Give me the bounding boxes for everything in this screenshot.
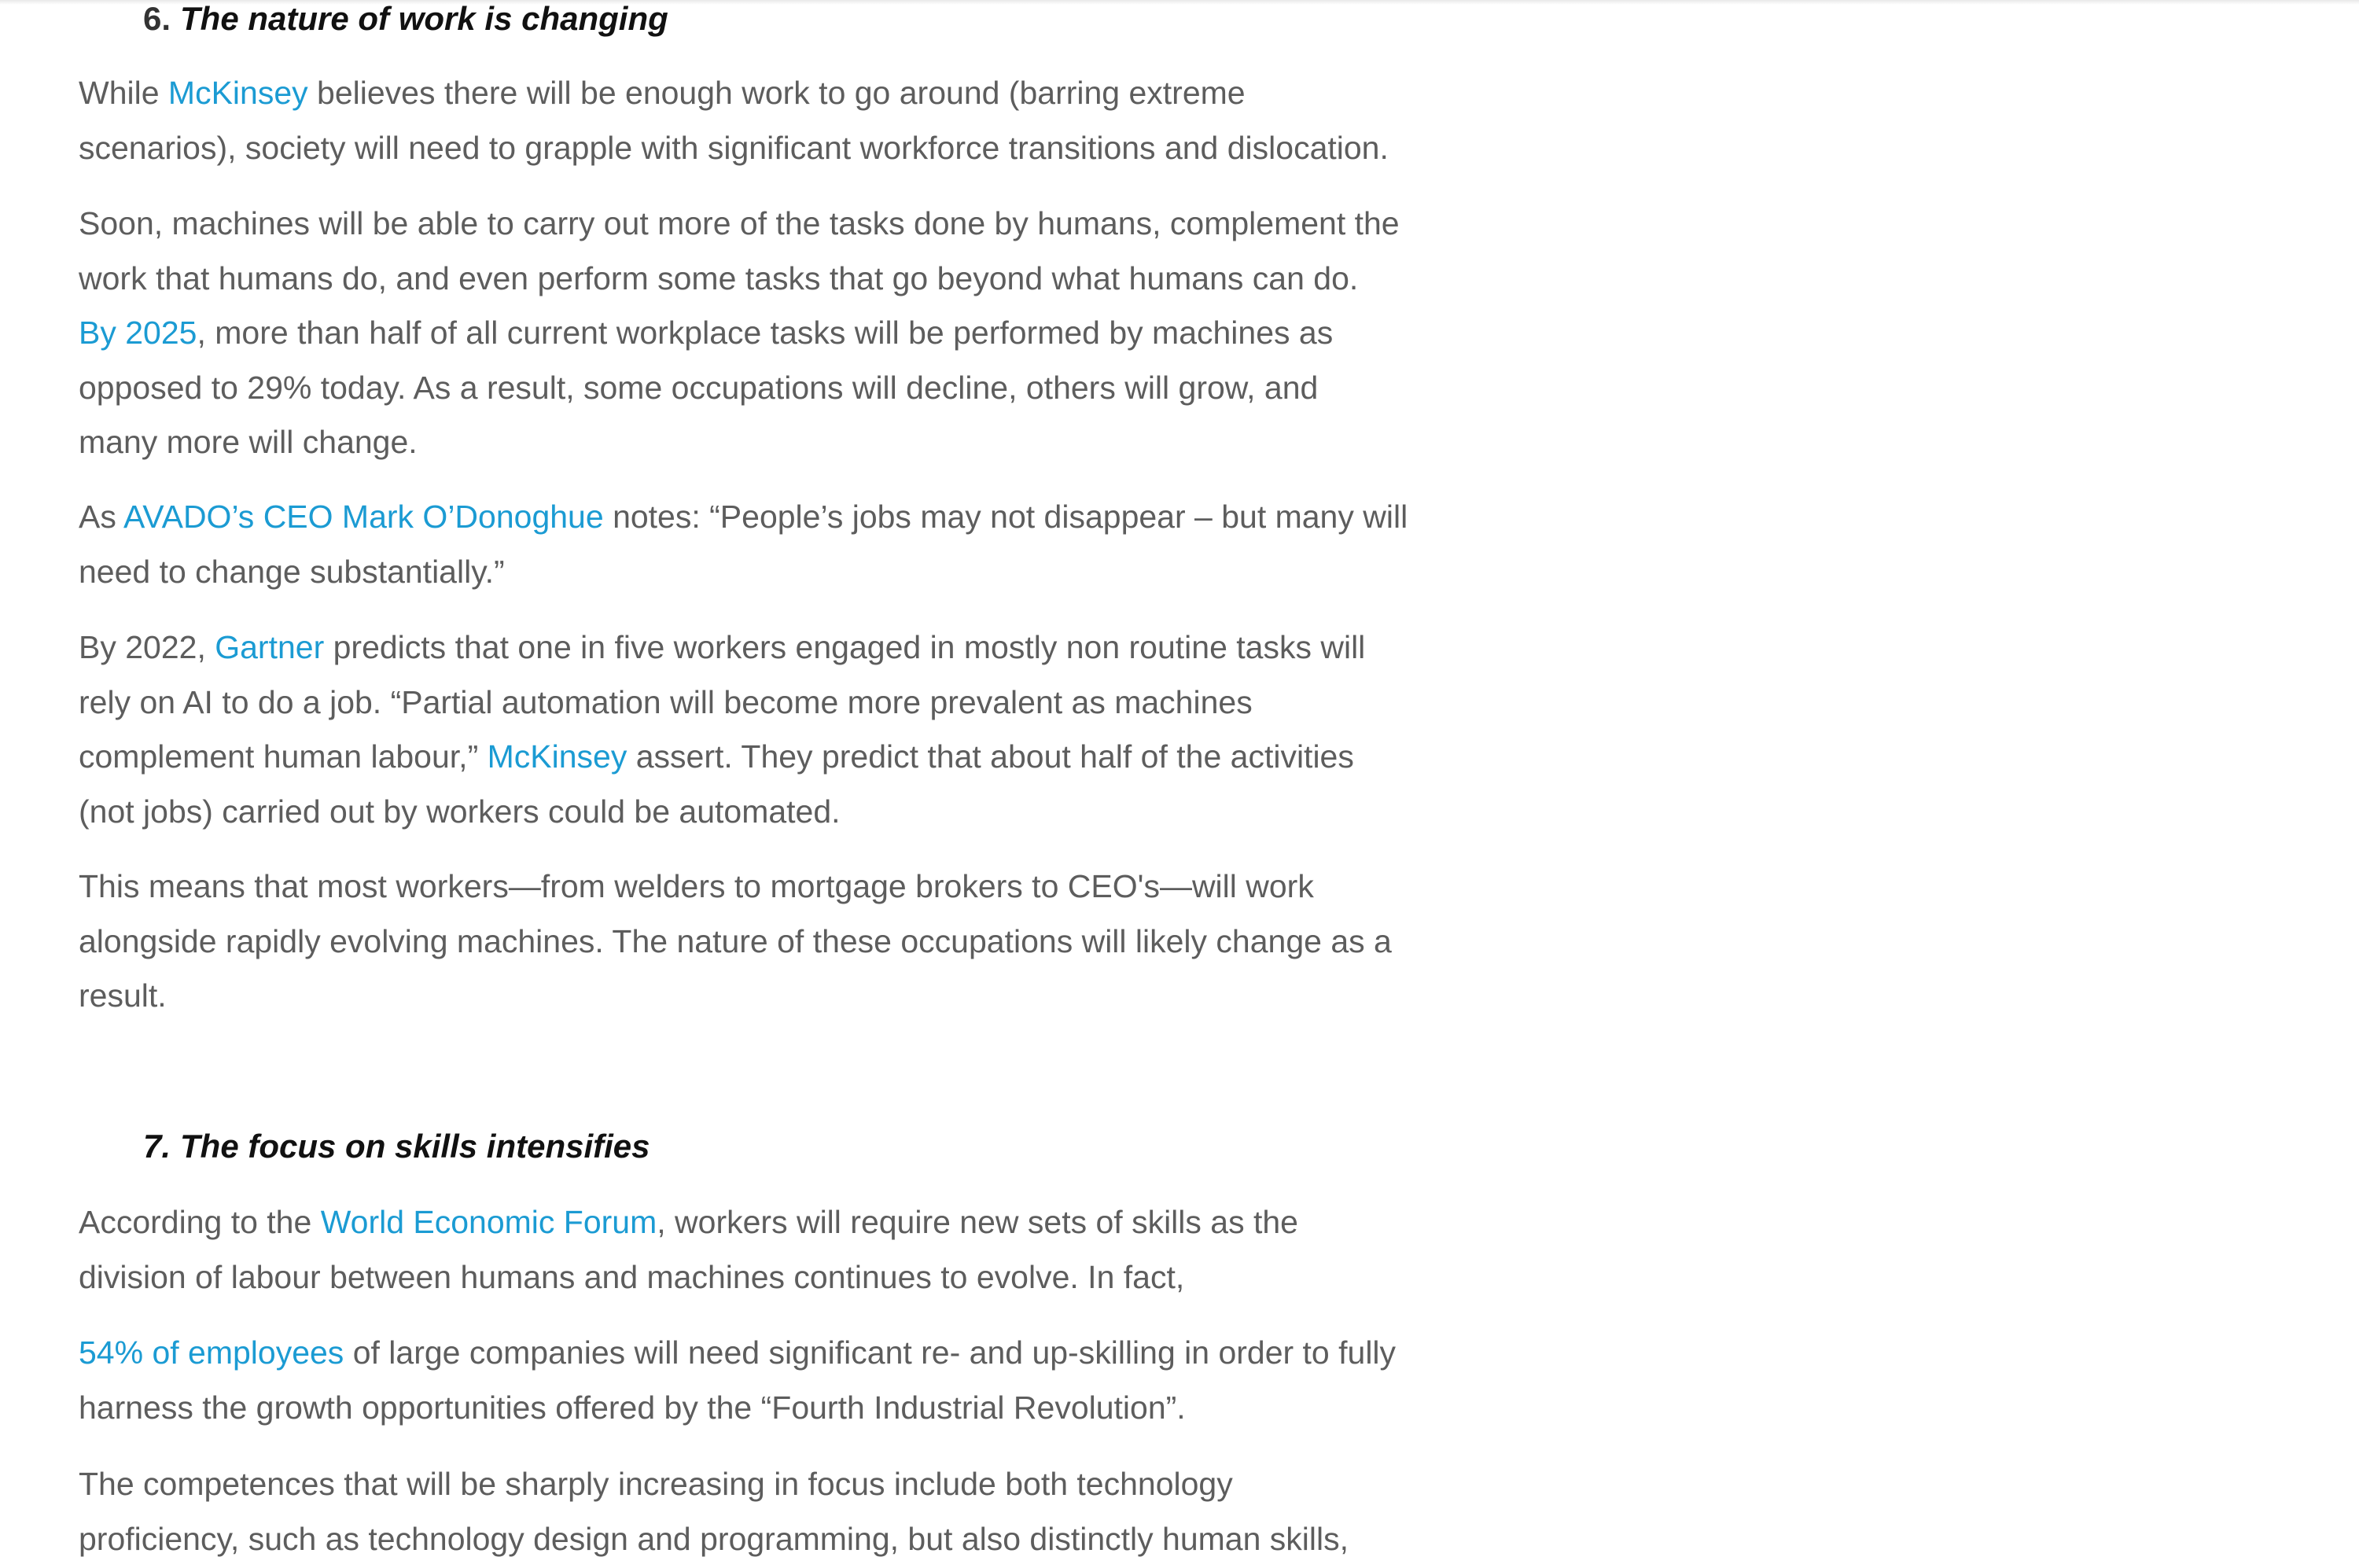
paragraph	[79, 490, 1408, 599]
text: believes there will be enough work to go around (barring extreme	[307, 75, 1246, 111]
text: According to the	[79, 1204, 321, 1240]
paragraph	[79, 197, 1400, 470]
gartner-link[interactable]: Gartner	[215, 629, 325, 665]
text: By 2022,	[79, 629, 215, 665]
section-6-heading	[143, 0, 668, 39]
text: , more than half of all current workplace tasks will be performed by machines as	[197, 315, 1334, 351]
section-7-heading	[143, 1126, 650, 1167]
text: proficiency, such as technology design and programming, but also distinctly human skills,	[79, 1520, 1349, 1557]
text: This means that most workers—from welders to mortgage brokers to CEO's—will work	[79, 868, 1314, 904]
paragraph	[79, 859, 1392, 1024]
section-6-number: 6.	[143, 0, 171, 37]
paragraph	[79, 1195, 1298, 1305]
by-2025-link[interactable]: By 2025	[79, 315, 197, 351]
paragraph	[79, 66, 1389, 175]
avado-ceo-link[interactable]: AVADO’s CEO Mark O’Donoghue	[123, 499, 604, 535]
text: assert. They predict that about half of the activities	[627, 738, 1354, 775]
text: , workers will require new sets of skills as the	[657, 1204, 1298, 1240]
paragraph	[79, 1326, 1396, 1435]
text: As	[79, 499, 123, 535]
text: result.	[79, 977, 167, 1014]
text: The competences that will be sharply increasing in focus include both technology	[79, 1466, 1233, 1502]
text: opposed to 29% today. As a result, some occupations will decline, others will grow, and	[79, 369, 1319, 406]
text: rely on AI to do a job. “Partial automation will become more prevalent as machines	[79, 683, 1253, 720]
section-6-title: The nature of work is changing	[180, 0, 668, 37]
section-7-title: The focus on skills intensifies	[180, 1128, 650, 1165]
text: (not jobs) carried out by workers could be automated.	[79, 793, 841, 830]
paragraph	[79, 1457, 1349, 1566]
mckinsey-link[interactable]: McKinsey	[167, 75, 308, 111]
section-7-number: 7.	[143, 1128, 171, 1165]
text: While	[79, 75, 168, 111]
text: scenarios), society will need to grapple with significant workforce transitions and dislocation.	[79, 129, 1389, 166]
text: need to change substantially.”	[79, 553, 505, 590]
text: many more will change.	[79, 424, 418, 460]
text: Soon, machines will be able to carry out more of the tasks done by humans, complement the	[79, 205, 1400, 241]
mckinsey-link-2[interactable]: McKinsey	[487, 738, 627, 775]
text: harness the growth opportunities offered by the “Fourth Industrial Revolution”.	[79, 1389, 1186, 1426]
text: of large companies will need significant re- and up-skilling in order to fully	[344, 1334, 1397, 1371]
text: division of labour between humans and machines continues to evolve. In fact,	[79, 1258, 1185, 1295]
world-economic-forum-link[interactable]: World Economic Forum	[320, 1204, 657, 1240]
text: complement human labour,”	[79, 738, 488, 775]
text: alongside rapidly evolving machines. The nature of these occupations will likely change as a	[79, 922, 1392, 959]
text: notes: “People’s jobs may not disappear – but many will	[603, 499, 1408, 535]
text: work that humans do, and even perform some tasks that go beyond what humans can do.	[79, 259, 1359, 296]
employees-54-link[interactable]: 54% of employees	[79, 1334, 344, 1371]
text: predicts that one in five workers engaged in mostly non routine tasks will	[324, 629, 1366, 665]
paragraph	[79, 620, 1365, 839]
